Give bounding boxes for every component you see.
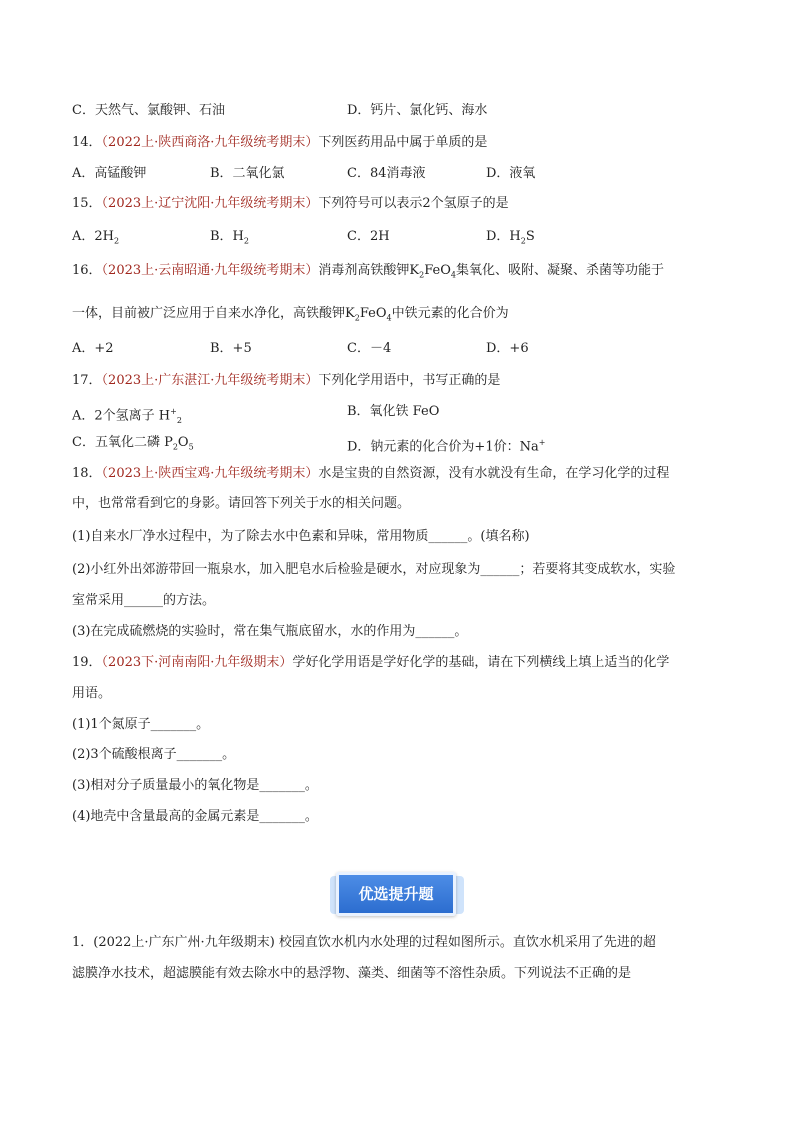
option-b: B．+5 xyxy=(210,341,252,356)
question-stem: 下列化学用语中，书写正确的是 xyxy=(318,373,501,388)
formula-fe: FeO xyxy=(359,306,387,321)
question-stem: 下列符号可以表示2个氢原子的是 xyxy=(318,196,509,211)
subscript: 2 xyxy=(520,236,526,246)
section-banner xyxy=(330,872,464,918)
option-d: D．液氧 xyxy=(486,166,536,181)
formula-fe: FeO xyxy=(424,263,451,278)
option-d xyxy=(486,228,535,251)
question-stem-line2-end: 中铁元素的化合价为 xyxy=(391,306,509,321)
option-c: C．天然气、氯酸钾、石油 xyxy=(72,103,225,118)
option-b: B．氧化铁 FeO xyxy=(347,404,440,419)
subscript: 2 xyxy=(172,442,178,452)
option-c: C．84消毒液 xyxy=(347,166,426,181)
question-number: 19． xyxy=(72,655,102,670)
question-stem: 学好化学用语是学好化学的基础，请在下列横线上填上适当的化学 xyxy=(292,655,670,670)
superscript: + xyxy=(538,438,546,447)
sub-question-2: (2)3个硫酸根离子_______。 xyxy=(72,747,236,762)
source-ref: （2023下·河南南阳·九年级期末） xyxy=(101,655,293,670)
question-17 xyxy=(72,372,500,390)
subscript: 2 xyxy=(114,236,120,246)
sub-question-3: (3)相对分子质量最小的氧化物是_______。 xyxy=(72,778,318,793)
question-stem: 下列医药用品中属于单质的是 xyxy=(318,135,488,150)
source-ref: （2023上·云南昭通·九年级统考期末） xyxy=(101,263,319,278)
superscript: + xyxy=(170,407,177,416)
subscript: 4 xyxy=(386,313,392,323)
option-d xyxy=(347,434,545,456)
source-ref: （2023上·陕西宝鸡·九年级统考期末） xyxy=(101,466,319,481)
source-ref: （2023上·广东湛江·九年级统考期末） xyxy=(101,373,319,388)
source-ref: （2023上·辽宁沈阳·九年级统考期末） xyxy=(101,196,319,211)
sub-question-2: (2)小红外出郊游带回一瓶泉水，加入肥皂水后检验是硬水，对应现象为______；若要将其变成软水，实验 xyxy=(72,562,676,577)
subscript: 4 xyxy=(450,270,456,280)
question-stem: 消毒剂高铁酸钾K xyxy=(318,263,420,278)
option-c-text-mid: O xyxy=(177,435,189,450)
question-number: 14． xyxy=(72,135,102,150)
question-stem-cont: 集氧化、吸附、凝聚、杀菌等功能于 xyxy=(455,263,664,278)
sub-question-3: (3)在完成硫燃烧的实验时，常在集气瓶底留水，水的作用为______。 xyxy=(72,624,468,639)
sub-question-4: (4)地壳中含量最高的金属元素是_______。 xyxy=(72,809,318,824)
source-ref: （2022上·陕西商洛·九年级统考期末） xyxy=(101,135,319,150)
sub-question-1: (1)自来水厂净水过程中，为了除去水中色素和异味，常用物质______。(填名称) xyxy=(72,529,530,544)
question-number: 18． xyxy=(72,466,102,481)
question-number: 15． xyxy=(72,196,102,211)
subscript: 2 xyxy=(243,236,249,246)
option-c-text: C．五氧化二磷 P xyxy=(72,435,173,450)
option-d: D．+6 xyxy=(486,341,529,356)
option-a-text: A．2H xyxy=(72,229,114,244)
sub-question-1: (1)1个氮原子_______。 xyxy=(72,717,210,732)
subscript: 2 xyxy=(354,313,360,323)
option-c: C．2H xyxy=(347,229,390,244)
option-a-text: A．2个氢离子 H xyxy=(72,408,171,424)
problem-1-line2: 滤膜净水技术，超滤膜能有效去除水中的悬浮物、藻类、细菌等不溶性杂质。下列说法不正确的是 xyxy=(72,966,632,981)
option-c xyxy=(72,434,194,457)
sub-question-2-cont: 室常采用______的方法。 xyxy=(72,593,216,608)
subscript: 2 xyxy=(419,270,425,280)
question-stem-line2: 用语。 xyxy=(72,686,112,701)
option-a: A．高锰酸钾 xyxy=(72,166,147,181)
option-c: C．－4 xyxy=(347,341,392,356)
question-18 xyxy=(72,465,669,483)
question-15 xyxy=(72,195,509,213)
option-d-text-end: S xyxy=(525,229,535,244)
option-a xyxy=(72,228,119,251)
question-number: 17． xyxy=(72,373,102,388)
subscript: 5 xyxy=(188,442,194,452)
option-d-text: D．钠元素的化合价为+1价：Na xyxy=(347,439,539,455)
question-stem: 水是宝贵的自然资源，没有水就没有生命，在学习化学的过程 xyxy=(318,466,670,481)
question-14 xyxy=(72,134,487,152)
option-a: A．+2 xyxy=(72,341,114,356)
option-d-text: D．H xyxy=(486,229,521,244)
question-16-line2 xyxy=(72,305,509,328)
option-b-text: B．H xyxy=(210,229,244,244)
subscript: 2 xyxy=(176,415,182,425)
option-b: B．二氧化氯 xyxy=(210,166,285,181)
question-stem-line2: 中，也常常看到它的身影。请回答下列关于水的相关问题。 xyxy=(72,496,411,511)
option-d: D．钙片、氯化钙、海水 xyxy=(347,103,488,118)
section-title: 优选提升题 xyxy=(336,872,456,916)
question-19 xyxy=(72,654,669,672)
option-a xyxy=(72,403,182,430)
option-b xyxy=(210,228,249,251)
question-number: 16． xyxy=(72,263,102,278)
question-16 xyxy=(72,262,664,285)
problem-1-line1: 1．(2022上·广东广州·九年级期末) 校园直饮水机内水处理的过程如图所示。直饮水机采用了先进的超 xyxy=(72,935,656,950)
question-stem-line2: 一体，目前被广泛应用于自来水净化，高铁酸钾K xyxy=(72,306,355,321)
